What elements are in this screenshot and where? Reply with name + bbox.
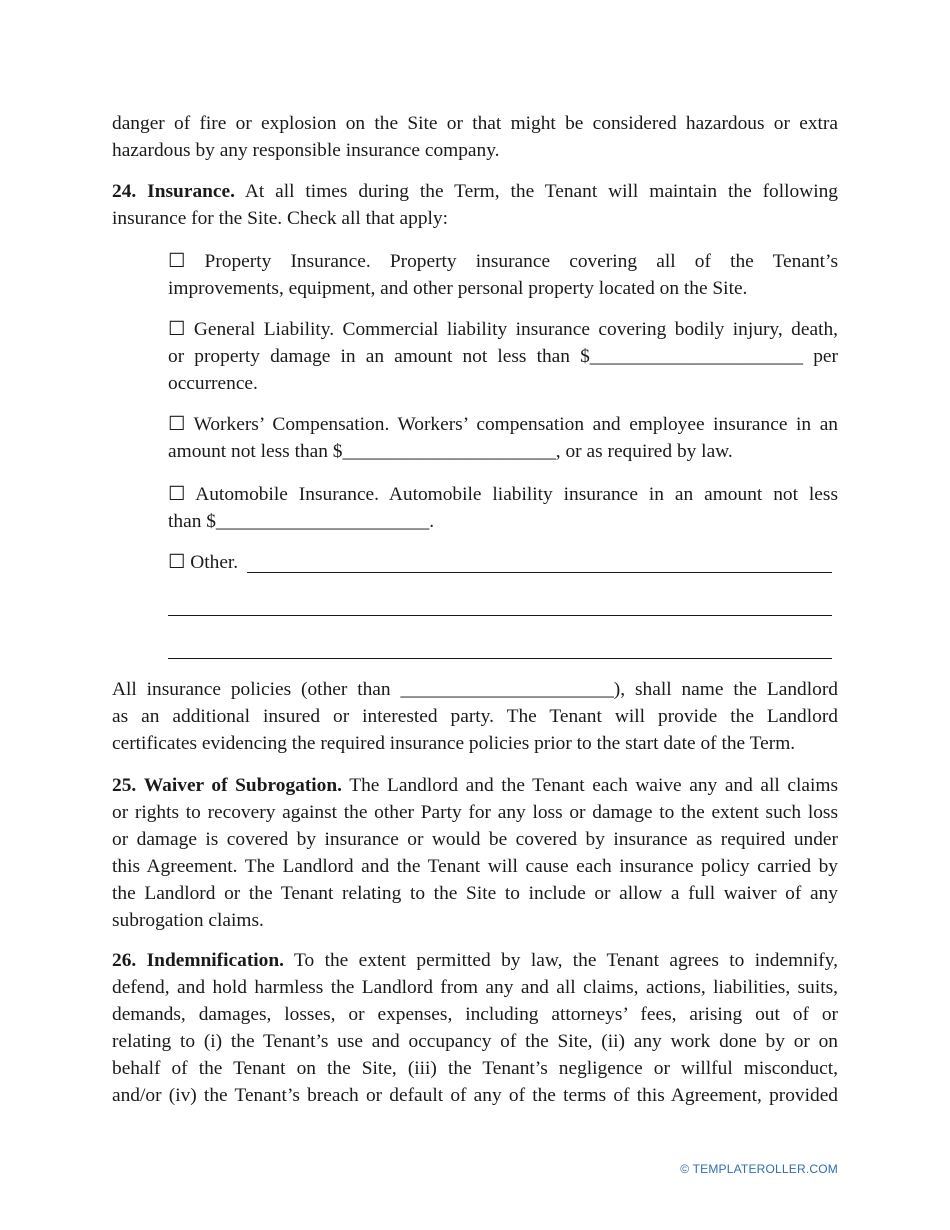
paragraph-line: as an additional insured or interested party. The Tenant will provide the Landlord [112, 706, 838, 727]
section-24-insurance [112, 178, 838, 232]
intro-line: danger of fire or explosion on the Site or that might be considered hazardous or extra [112, 113, 838, 134]
option-property-insurance[interactable] [168, 248, 838, 302]
section-25-line: or rights to recovery against the other Party for any loss or damage to the extent such loss [112, 802, 838, 823]
section-25-line: or damage is covered by insurance or would be covered by insurance as required under [112, 829, 838, 850]
paragraph-line: certificates evidencing the required insurance policies prior to the start date of the Term. [112, 733, 796, 754]
option-other-label: ☐ Other. [168, 552, 239, 573]
intro-line: hazardous by any responsible insurance company. [112, 140, 500, 161]
section-heading: Indemnification. [146, 950, 284, 971]
footer-copyright[interactable]: © TEMPLATEROLLER.COM [680, 1162, 838, 1176]
option-line: ☐ General Liability. Commercial liability insurance covering bodily injury, death, [168, 319, 838, 340]
section-25-waiver [112, 772, 838, 934]
section-25-line: this Agreement. The Landlord and the Tenant will cause each insurance policy carried by [112, 856, 838, 877]
other-blank-line[interactable] [247, 572, 832, 573]
other-blank-line[interactable] [168, 615, 832, 616]
option-line: amount not less than $______________________, or as required by law. [168, 441, 733, 462]
section-25-line: 25. Waiver of Subrogation. The Landlord and the Tenant each waive any and all claims [112, 775, 838, 796]
section-heading: Waiver of Subrogation. [143, 775, 343, 796]
intro-paragraph [112, 110, 838, 164]
section-26-line: defend, and hold harmless the Landlord from any and all claims, actions, liabilities, suits, [112, 977, 838, 998]
option-line: improvements, equipment, and other personal property located on the Site. [168, 278, 748, 299]
section-25-line: the Landlord or the Tenant relating to the Site to include or allow a full waiver of any [112, 883, 838, 904]
option-line: ☐ Property Insurance. Property insurance covering all of the Tenant’s [168, 251, 838, 272]
section-26-line: behalf of the Tenant on the Site, (iii) the Tenant’s negligence or willful misconduct, [112, 1058, 838, 1079]
option-line: or property damage in an amount not less than $______________________ per [168, 346, 838, 367]
section-number: 26. [112, 950, 137, 971]
section-heading: Insurance. [147, 181, 235, 202]
section-24-line: 24. Insurance. At all times during the Term, the Tenant will maintain the following [112, 181, 838, 202]
paragraph-line: All insurance policies (other than ______________________), shall name the Landlord [112, 679, 838, 700]
insurance-policies-paragraph [112, 676, 838, 757]
section-26-line: demands, damages, losses, or expenses, including attorneys’ fees, arising out of or [112, 1004, 838, 1025]
option-line: ☐ Automobile Insurance. Automobile liability insurance in an amount not less [168, 484, 838, 505]
section-26-line: relating to (i) the Tenant’s use and occupancy of the Site, (ii) any work done by or on [112, 1031, 838, 1052]
option-line: occurrence. [168, 373, 258, 394]
option-automobile-insurance[interactable] [168, 481, 838, 535]
option-line: ☐ Workers’ Compensation. Workers’ compensation and employee insurance in an [168, 414, 838, 435]
option-line: than $______________________. [168, 511, 435, 532]
section-25-line: subrogation claims. [112, 910, 264, 931]
other-blank-line[interactable] [168, 658, 832, 659]
section-number: 25. [112, 775, 137, 796]
option-general-liability[interactable] [168, 316, 838, 397]
section-24-line: insurance for the Site. Check all that apply: [112, 208, 449, 229]
section-26-line: and/or (iv) the Tenant’s breach or default of any of the terms of this Agreement, provided [112, 1085, 838, 1106]
option-workers-compensation[interactable] [168, 411, 838, 465]
section-26-line: 26. Indemnification. To the extent permitted by law, the Tenant agrees to indemnify, [112, 950, 838, 971]
section-number: 24. [112, 181, 137, 202]
section-26-indemnification [112, 947, 838, 1109]
